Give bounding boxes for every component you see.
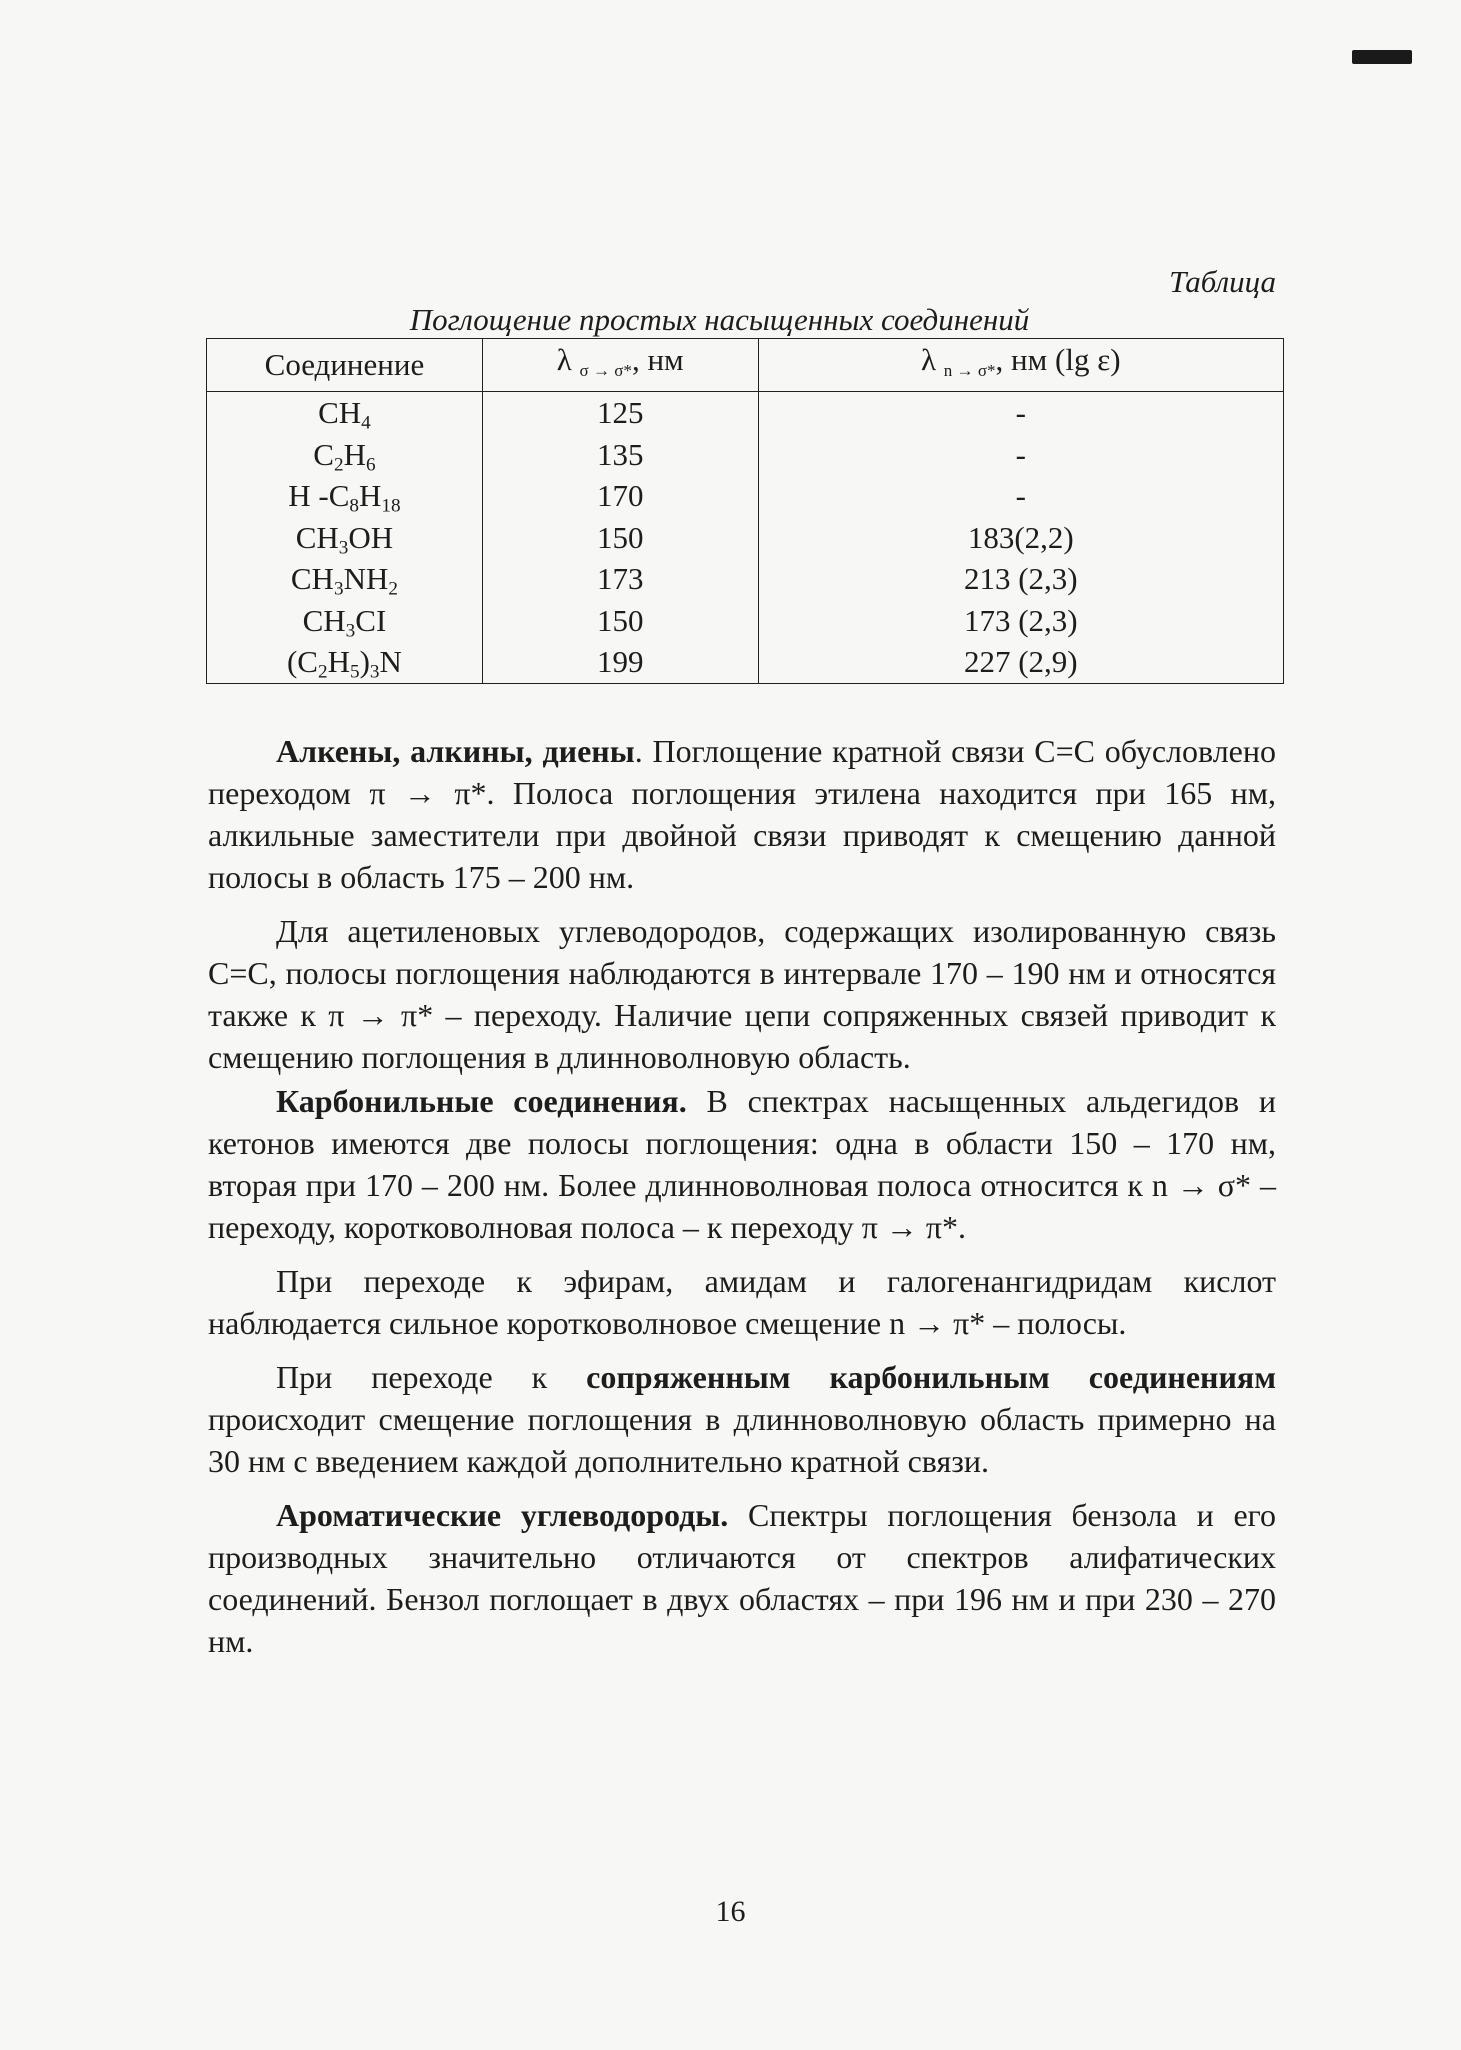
absorption-table [206,338,1284,684]
compound-cell: $CH_3OH$ [207,517,483,559]
compound-cell: $(C_2H_5)_3N$ [207,641,483,683]
heading-alkenes: Алкены, алкины, диены [276,732,635,769]
compound-cell: $CH_3NH_2$ [207,558,483,600]
n-value-cell: - [758,475,1283,517]
sigma-value-cell: 125 [482,392,758,434]
header-n-sigma: λ n → σ*, нм (lg ε) [758,339,1283,392]
paragraph-aromatics: Ароматические углеводороды. Спектры поглощения бензола и его производных значительно отличаются от спектров алифатических соединений. Бензол поглощает в двух областях – при 196 нм и при 230 – 270 нм. [208,1496,1276,1659]
n-value-cell: 173 (2,3) [758,600,1283,642]
n-value-cell: 183(2,2) [758,517,1283,559]
compound-cell: H $-C_8H_{18}$ [207,475,483,517]
table-row [207,600,1284,642]
compound-cell: $CH_4$ [207,392,483,434]
n-value-cell: 213 (2,3) [758,558,1283,600]
scan-edge-mark [1352,50,1412,64]
paragraph-conjugated: При переходе к сопряженным карбонильным соединениям происходит смещение поглощения в длинноволновую область примерно на 30 нм с введением каждой дополнительно кратной связи. [208,1358,1276,1479]
sigma-value-cell: 150 [482,517,758,559]
n-value-cell: - [758,392,1283,434]
table-row [207,392,1284,434]
page-number: 16 [715,1895,746,1928]
paragraph-carbonyls: Карбонильные соединения. В спектрах насыщенных альдегидов и кетонов имеются две полосы поглощения: одна в области 150 – 170 нм, вторая при 170 – 200 нм. Более длинноволновая полоса относится к n → σ* – переходу, коротковолновая полоса – к переходу π → π*. [208,1082,1277,1245]
sigma-value-cell: 150 [482,600,758,642]
body-text [208,730,1276,1662]
heading-carbonyls: Карбонильные соединения. [276,1082,687,1119]
header-sigma: λ σ → σ*, нм [482,339,758,392]
page-content [208,262,1276,1662]
compound-cell: $CH_3CI$ [207,600,483,642]
table-row [207,641,1284,683]
paragraph-esters: При переходе к эфирам, амидам и галогенангидридам кислот наблюдается сильное коротковолновое смещение n → π* – полосы. [208,1262,1276,1341]
compound-cell: $C_2H_6$ [207,434,483,476]
table-title: Поглощение простых насыщенных соединений [409,302,1030,337]
sigma-value-cell: 135 [482,434,758,476]
table-label: Таблица [1169,264,1276,299]
table-row [207,517,1284,559]
table-header-row [207,339,1284,392]
n-value-cell: 227 (2,9) [758,641,1283,683]
table-row [207,475,1284,517]
heading-conjugated: сопряженным карбонильным соединениям [586,1358,1276,1395]
header-compound: Соединение [207,339,483,392]
sigma-value-cell: 173 [482,558,758,600]
table-row [207,434,1284,476]
n-value-cell: - [758,434,1283,476]
sigma-value-cell: 170 [482,475,758,517]
table-row [207,558,1284,600]
paragraph-alkenes: Алкены, алкины, диены. Поглощение кратной связи С=С обусловлено переходом π → π*. Полоса поглощения этилена находится при 165 нм, алкильные заместители при двойной связи приводят к смещению данной полосы в область 175 – 200 нм. [208,732,1277,895]
sigma-value-cell: 199 [482,641,758,683]
heading-aromatics: Ароматические углеводороды. [276,1496,729,1533]
paragraph-acetylenes: Для ацетиленовых углеводородов, содержащих изолированную связь С=С, полосы поглощения наблюдаются в интервале 170 – 190 нм и относятся также к π → π* – переходу. Наличие цепи сопряженных связей приводит к смещению поглощения в длинноволновую область. [208,912,1276,1075]
